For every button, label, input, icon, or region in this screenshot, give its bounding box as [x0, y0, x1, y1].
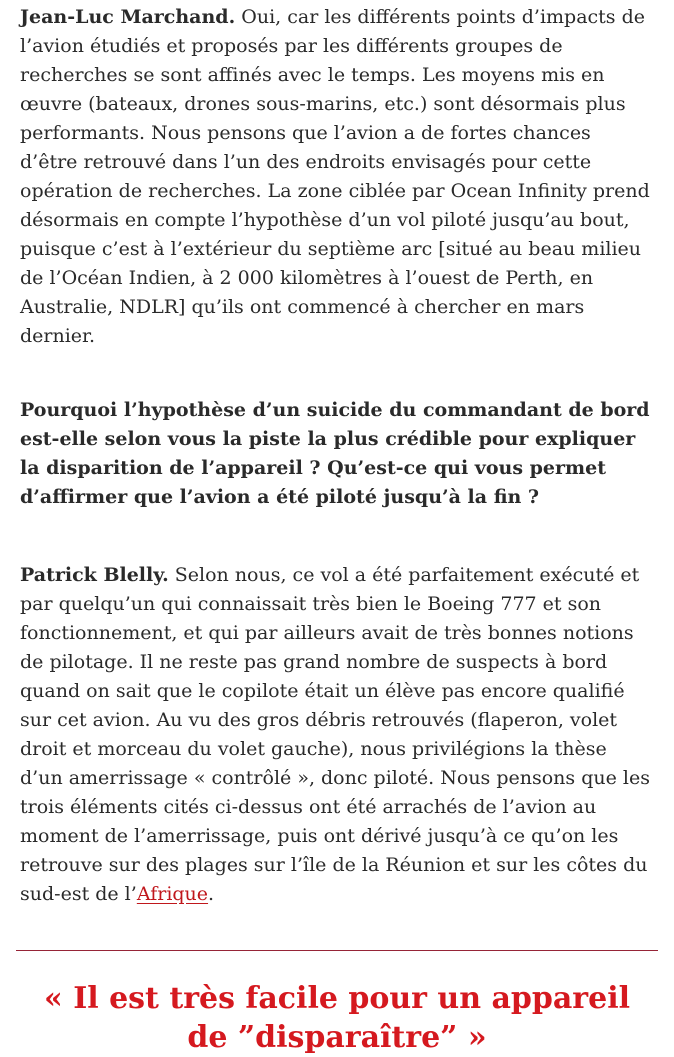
paragraph-marchand [20, 3, 654, 351]
section-divider [16, 950, 658, 951]
pull-quote-heading: « Il est très facile pour un appareil de ”disparaître” » [44, 981, 630, 1055]
afrique-link[interactable]: Afrique [136, 883, 209, 905]
paragraph-blelly-text-end: . [208, 883, 215, 905]
paragraph-marchand-text: Oui, car les différents points d’impacts de l’avion étudiés et proposés par les différents groupes de recherches se sont affinés avec le temps. Les moyens mis en œuvre (bateaux, drones sous-marins, etc.) sont désormais plus performants. Nous pensons que l’avion a de fortes chances d’être retrouvé dans l’un des endroits envisagés pour cette opération de recherches. La zone ciblée par Ocean Infinity prend désormais en compte l’hypothèse d’un vol piloté jusqu’au bout, puisque c’est à l’extérieur du septième arc [situé au beau milieu de l’Océan Indien, à 2 000 kilomètres à l’ouest de Perth, en Australie, NDLR] qu’ils ont commencé à chercher en mars dernier. [20, 6, 650, 347]
speaker-name-marchand: Jean-Luc Marchand. [20, 6, 236, 28]
paragraph-blelly [20, 561, 654, 909]
speaker-name-blelly: Patrick Blelly. [20, 564, 169, 586]
paragraph-blelly-text: Selon nous, ce vol a été parfaitement exécuté et par quelqu’un qui connaissait très bien le Boeing 777 et son fonctionnement, et qui par ailleurs avait de très bonnes notions de pilotage. Il ne reste pas grand nombre de suspects à bord quand on sait que le copilote était un élève pas encore qualifié sur cet avion. Au vu des gros débris retrouvés (flaperon, volet droit et morceau du volet gauche), nous privilégions la thèse d’un amerrissage « contrôlé », donc piloté. Nous pensons que les trois éléments cités ci-dessus ont été arrachés de l’avion au moment de l’amerrissage, puis ont dérivé jusqu’à ce qu’on les retrouve sur des plages sur l’île de la Réunion et sur les côtes du sud-est de l’ [20, 564, 650, 905]
interview-question: Pourquoi l’hypothèse d’un suicide du commandant de bord est-elle selon vous la piste la plus crédible pour expliquer la disparition de l’appareil ? Qu’est-ce qui vous permet d’affirmer que l’avion a été piloté jusqu’à la fin ? [20, 399, 650, 508]
